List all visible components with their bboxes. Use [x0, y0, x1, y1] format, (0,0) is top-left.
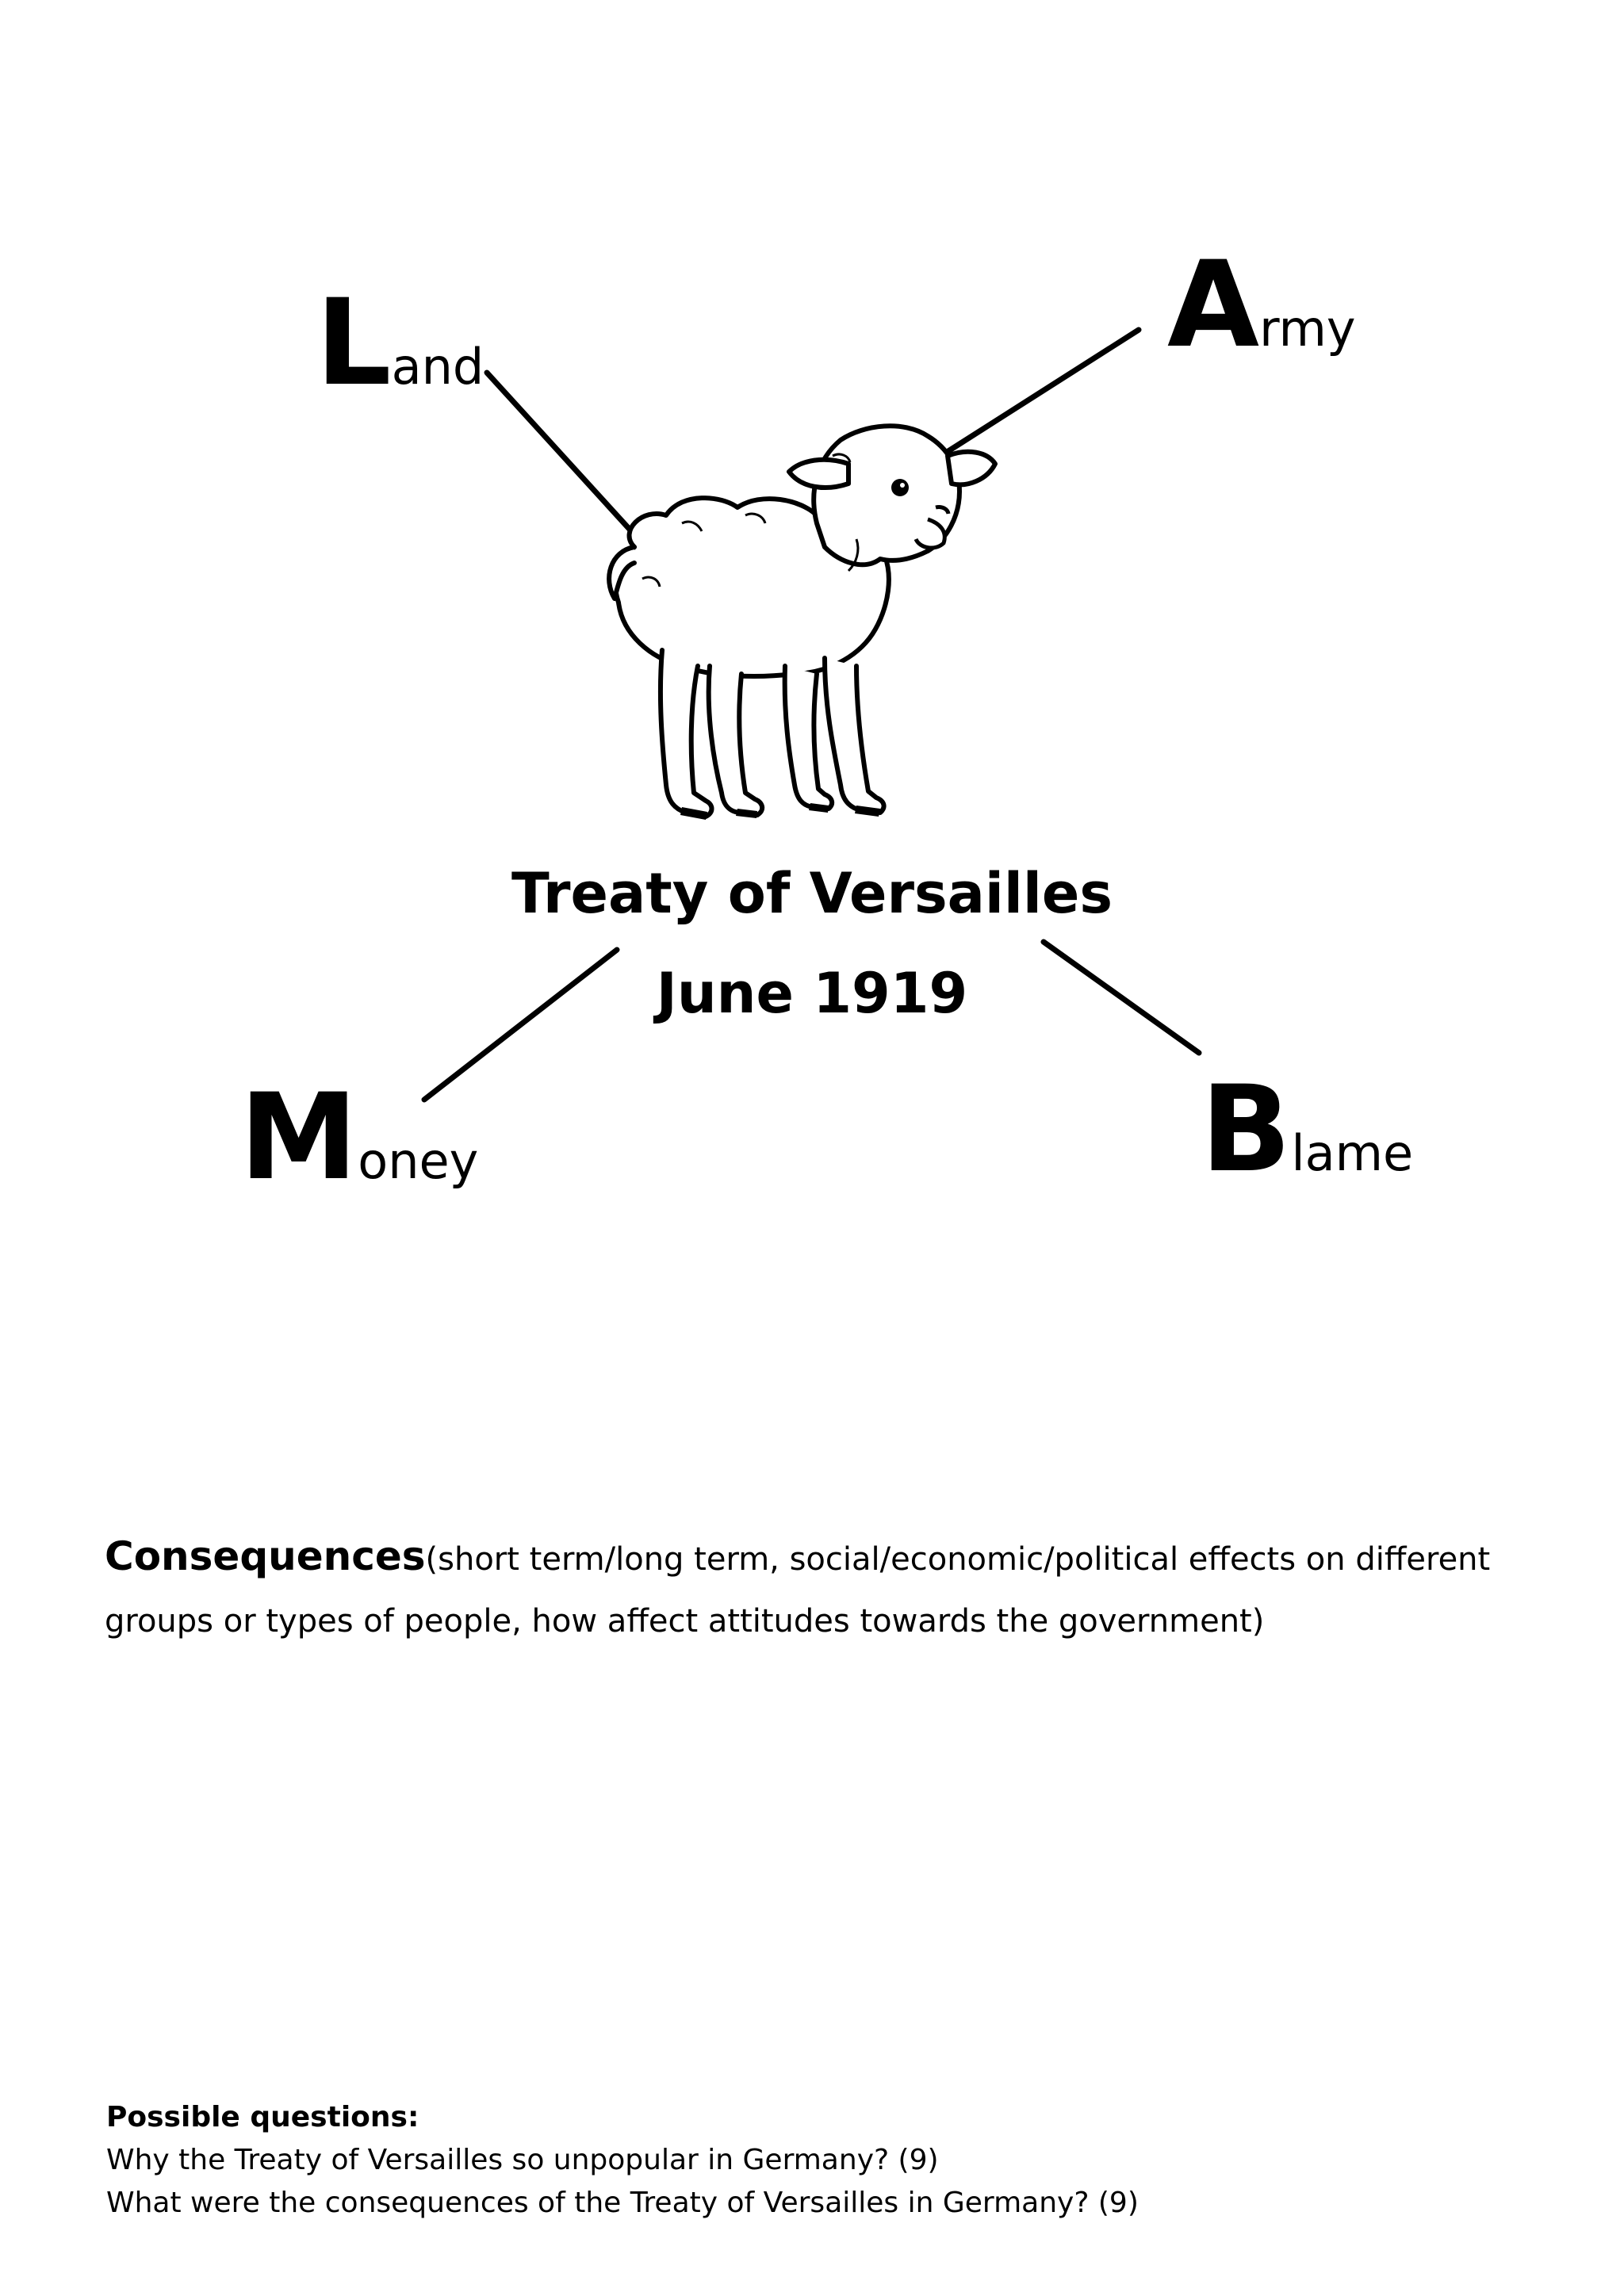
consequences-section [105, 1525, 1580, 1652]
blame-initial: B [1201, 1061, 1292, 1199]
blame-rest: lame [1291, 1124, 1414, 1182]
army-initial: A [1167, 236, 1260, 374]
money-rest: oney [358, 1132, 479, 1190]
questions-section [106, 2096, 1534, 2225]
treaty-date: June 1919 [656, 961, 968, 1026]
question-item: What were the consequences of the Treaty of Versailles in Germany? (9) [106, 2187, 1139, 2219]
land-initial: L [316, 274, 392, 412]
consequences-line-1 [105, 1525, 1580, 1590]
consequences-heading: Consequences [105, 1533, 426, 1579]
lamb-icon [587, 412, 999, 840]
land-label [316, 274, 485, 412]
questions-heading: Possible questions: [106, 2101, 419, 2133]
army-label [1167, 236, 1356, 374]
treaty-title: Treaty of Versailles [511, 861, 1113, 926]
question-item: Why the Treaty of Versailles so unpopular in Germany? (9) [106, 2144, 939, 2176]
blame-label [1201, 1061, 1414, 1199]
army-rest: rmy [1259, 300, 1356, 358]
consequences-line-2: groups or types of people, how affect attitudes towards the government) [105, 1603, 1265, 1640]
land-rest: and [391, 338, 485, 396]
money-label [239, 1069, 479, 1207]
consequences-description: (short term/long term, social/economic/political effects on different [425, 1541, 1491, 1578]
money-initial: M [239, 1069, 358, 1207]
